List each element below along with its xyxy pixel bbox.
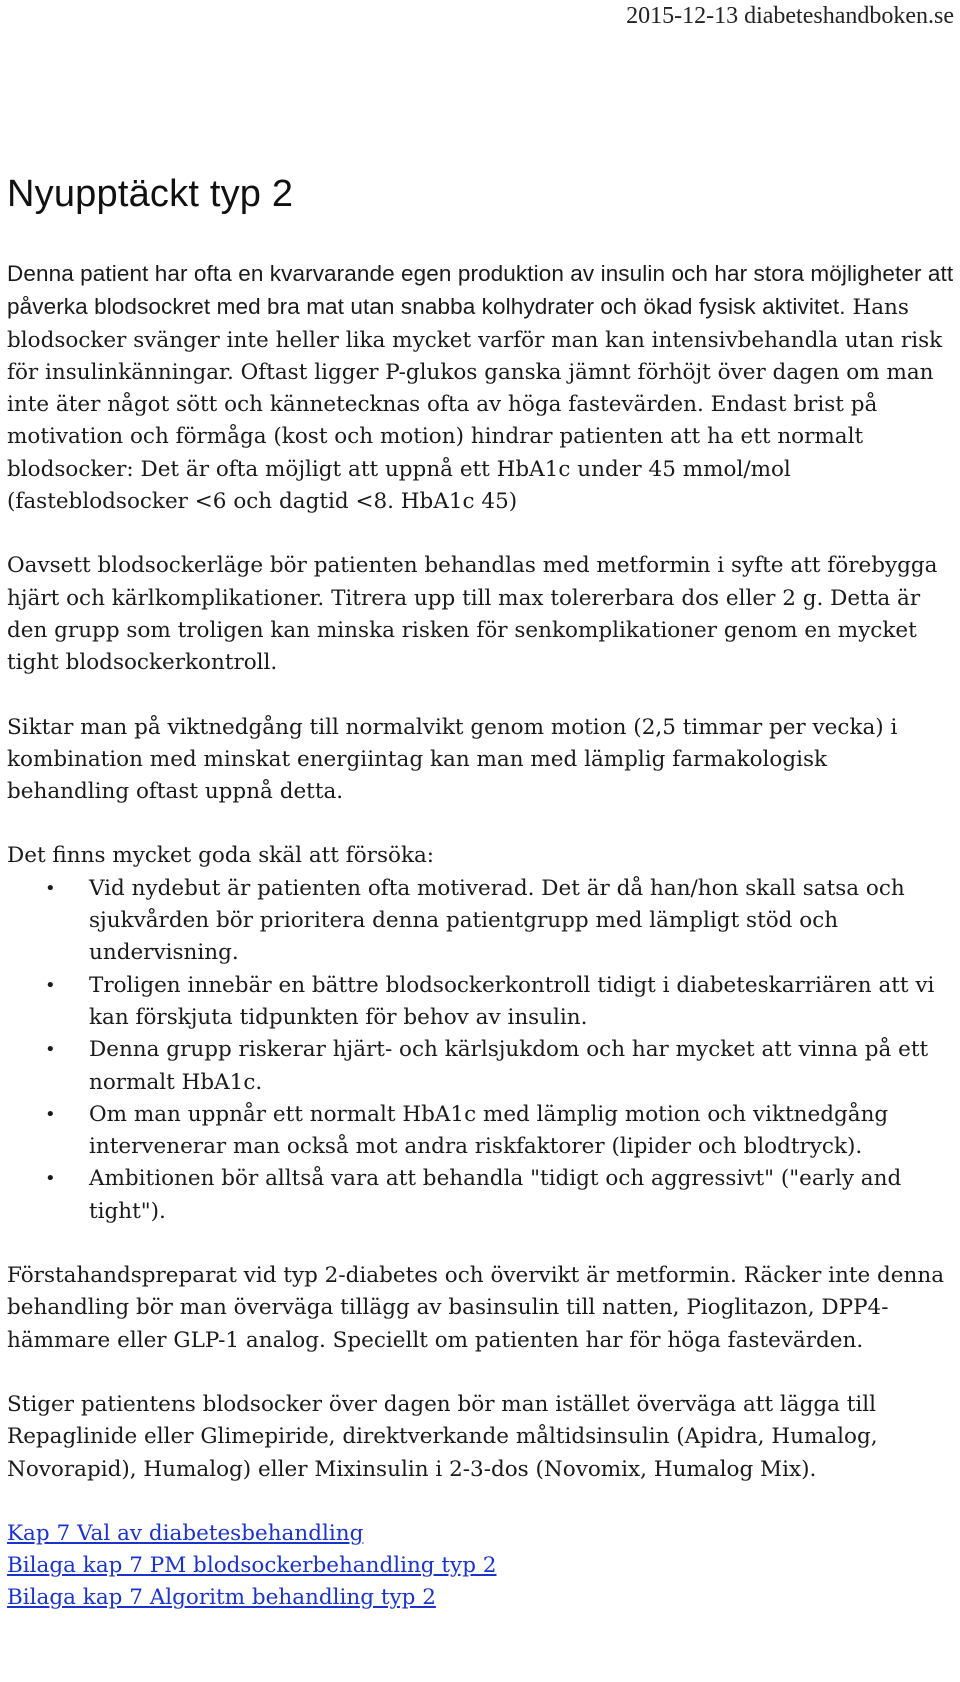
paragraph-rising-glucose: Stiger patientens blodsocker över dagen bör man istället överväga att lägga till Repaglinide eller Glimepiride, direktverkande måltidsinsulin (Apidra, Humalog, Novorapid), Humalog) eller Mixinsulin i 2-3-dos (Novomix, Humalog Mix). xyxy=(7,1391,878,1482)
list-item-text: Vid nydebut är patienten ofta motiverad. Det är då han/hon skall satsa och sjukvården bör prioritera denna patientgrupp med lämpligt stöd och undervisning. xyxy=(89,875,905,966)
paragraph-intro-lead: Denna patient har ofta en kvarvarande egen produktion av insulin och har stora möjligheter att påverka blodsockret med bra mat utan snabba kolhydrater och ökad fysisk aktivitet. xyxy=(7,261,954,320)
paragraph-intro xyxy=(7,258,955,518)
list-item xyxy=(7,873,955,970)
list-item xyxy=(7,1099,955,1164)
bullet-icon: • xyxy=(45,1168,56,1190)
list-item xyxy=(7,970,955,1035)
paragraph-intro-body: Hans blodsocker svänger inte heller lika mycket varför man kan intensivbehandla utan risk för insulinkänningar. Oftast ligger P-glukos ganska jämnt förhöjt över dagen om man inte äter något sött och kännetecknas ofta av höga fastevärden. Endast brist på motivation och förmåga (kost och motion) hindrar patienten att ha ett normalt blodsocker: Det är ofta möjligt att uppnå ett HbA1c under 45 mmol/mol (fasteblodsocker <6 och dagtid <8. HbA1c 45) xyxy=(7,295,943,515)
list-item-text: Ambitionen bör alltså vara att behandla "tidigt och aggressivt" ("early and tight"). xyxy=(89,1166,902,1224)
paragraph-first-line-treatment: Förstahandspreparat vid typ 2-diabetes och övervikt är metformin. Räcker inte denna behandling bör man överväga tillägg av basinsulin till natten, Pioglitazon, DPP4-hämmare eller GLP-1 analog. Speciellt om patienten har för höga fastevärden. xyxy=(7,1263,945,1353)
page-header-date-site: 2015-12-13 diabeteshandboken.se xyxy=(626,3,954,29)
page-title: Nyupptäckt typ 2 xyxy=(7,173,294,215)
list-item xyxy=(7,1163,955,1228)
article-content xyxy=(7,174,955,1615)
paragraph-metformin: Oavsett blodsockerläge bör patienten behandlas med metformin i syfte att förebygga hjärt och kärlkomplikationer. Titrera upp till max tolererbara dos eller 2 g. Detta är den grupp som troligen kan minska risken för senkomplikationer genom en mycket tight blodsockerkontroll. xyxy=(7,553,938,676)
list-intro: Det finns mycket goda skäl att försöka: xyxy=(7,843,435,869)
bullet-icon: • xyxy=(45,1039,56,1061)
reasons-list xyxy=(7,873,955,1228)
link-bilaga-algoritm[interactable]: Bilaga kap 7 Algoritm behandling typ 2 xyxy=(7,1585,436,1611)
bullet-icon: • xyxy=(45,877,56,899)
link-bilaga-pm[interactable]: Bilaga kap 7 PM blodsockerbehandling typ 2 xyxy=(7,1553,497,1579)
paragraph-weight-loss: Siktar man på viktnedgång till normalvikt genom motion (2,5 timmar per vecka) i kombination med minskat energiintag kan man med lämplig farmakologisk behandling oftast uppnå detta. xyxy=(7,714,898,805)
list-item-text: Troligen innebär en bättre blodsockerkontroll tidigt i diabeteskarriären att vi kan förskjuta tidpunkten för behov av insulin. xyxy=(89,972,935,1030)
bullet-icon: • xyxy=(45,1103,56,1125)
list-item xyxy=(7,1034,955,1099)
list-item-text: Denna grupp riskerar hjärt- och kärlsjukdom och har mycket att vinna på ett normalt HbA1c. xyxy=(89,1037,929,1095)
link-kap7-val[interactable]: Kap 7 Val av diabetesbehandling xyxy=(7,1520,364,1546)
bullet-icon: • xyxy=(45,974,56,996)
list-item-text: Om man uppnår ett normalt HbA1c med lämplig motion och viktnedgång intervenerar man också mot andra riskfaktorer (lipider och blodtryck). xyxy=(89,1101,889,1160)
related-links xyxy=(7,1518,955,1615)
